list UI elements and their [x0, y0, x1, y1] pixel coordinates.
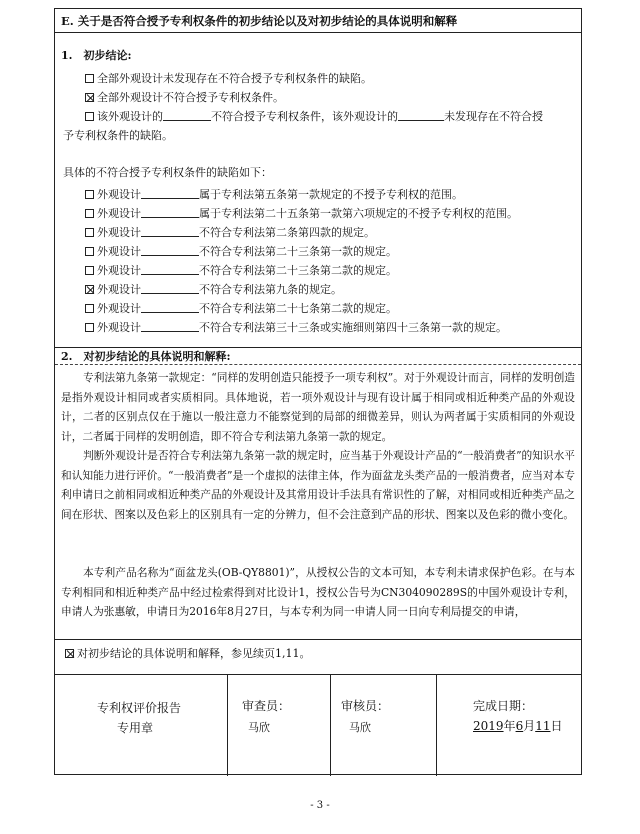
defect-text: 不符合专利法第二十三条第二款的规定。: [199, 264, 397, 277]
checkbox-partial[interactable]: [85, 112, 94, 121]
checkbox-all-defective[interactable]: [85, 93, 94, 102]
date-label: 完成日期：: [473, 699, 534, 713]
dashed-divider: [55, 364, 581, 365]
reviewer-name: 马欣: [349, 721, 371, 734]
date-month-unit: 月: [523, 719, 536, 733]
signature-row: [55, 675, 581, 776]
defect-checkbox[interactable]: [85, 266, 94, 275]
reviewer-label: 审核员：: [341, 699, 390, 713]
report-frame: [54, 8, 582, 775]
seal-line-2: 专用章: [117, 721, 154, 735]
defect-text: 不符合专利法第二十七条第二款的规定。: [199, 302, 397, 315]
defect-text: 属于专利法第二十五条第一款第六项规定的不授予专利权的范围。: [199, 207, 518, 220]
section-header: E. 关于是否符合授予专利权条件的初步结论以及对初步结论的具体说明和解释: [55, 9, 581, 33]
examiner-label: 审查员：: [242, 699, 291, 713]
defect-checkbox[interactable]: [85, 323, 94, 332]
date-day-unit: 日: [550, 719, 563, 733]
blank-field: [141, 321, 199, 332]
defect-item[interactable]: [85, 188, 463, 202]
defect-item[interactable]: [85, 207, 518, 221]
examiner-cell: [228, 675, 331, 776]
defect-prefix: 外观设计: [97, 283, 141, 296]
date-year: 2019: [473, 719, 504, 733]
seal-cell: [55, 675, 228, 776]
blank-field: [141, 207, 199, 218]
examiner-name: 马欣: [248, 721, 270, 734]
seal-line-1: 专利权评价报告: [97, 701, 182, 715]
option-all-defective[interactable]: [85, 91, 284, 105]
defect-text: 不符合专利法第二十三条第一款的规定。: [199, 245, 397, 258]
defect-prefix: 外观设计: [97, 245, 141, 258]
blank-field: [141, 188, 199, 199]
defect-checkbox[interactable]: [85, 285, 94, 294]
explanation-paragraph-2: 判断外观设计是否符合专利法第九条第一款的规定时，应当基于外观设计产品的“一般消费者”的知识水平和认知能力进行评价。“一般消费者”是一个虚拟的法律主体，作为面盆龙头类产品的一般消费者，应当对本专利申请日之前相同或相近种类产品的外观设计及其常用设计手法具有常识性的了解，对相同或相近种类产品之间在形状、图案以及色彩上的区别具有一定的分辨力，但不会注意到产品的形状、图案以及色彩的微小变化。: [61, 449, 575, 521]
defect-text: 不符合专利法第二条第四款的规定。: [199, 226, 375, 239]
option-text: 全部外观设计不符合授予专利权条件。: [97, 91, 284, 104]
divider: [55, 347, 581, 348]
defect-checkbox[interactable]: [85, 304, 94, 313]
partial-text-d: 予专利权条件的缺陷。: [63, 129, 173, 142]
defect-prefix: 外观设计: [97, 207, 141, 220]
partial-text-b: 不符合授予专利权条件，该外观设计的: [211, 110, 398, 123]
blank-field: [141, 245, 199, 256]
defect-prefix: 外观设计: [97, 321, 141, 334]
blank-field: [141, 226, 199, 237]
defect-item[interactable]: [85, 302, 397, 316]
defect-text: 不符合专利法第九条的规定。: [199, 283, 342, 296]
explanation-paragraph-1: 专利法第九条第一款规定：“同样的发明创造只能授予一项专利权”。对于外观设计而言，同样的发明创造是指外观设计相同或者实质相同。具体地说，若一项外观设计与现有设计属于相同或相近种类产品的外观设计，二者的区别点仅在于施以一般注意力不能察觉到的局部的细微差异，则认为两者属于实质相同的外观设计，二者属于同样的发明创造，即不符合专利法第九条第一款的规定。: [61, 371, 575, 443]
defect-item[interactable]: [85, 321, 507, 335]
checkbox-continuation[interactable]: [65, 649, 74, 658]
defect-checkbox[interactable]: [85, 247, 94, 256]
checkbox-none-defective[interactable]: [85, 74, 94, 83]
defect-item[interactable]: [85, 245, 397, 259]
continuation-text: 对初步结论的具体说明和解释，参见续页1,11。: [77, 647, 311, 660]
defect-item[interactable]: [85, 283, 342, 297]
part1-title: 1. 初步结论:: [61, 49, 132, 62]
defect-item[interactable]: [85, 226, 375, 240]
blank-field: [141, 264, 199, 275]
defect-text: 属于专利法第五条第一款规定的不授予专利权的范围。: [199, 188, 463, 201]
defect-checkbox[interactable]: [85, 209, 94, 218]
defect-prefix: 外观设计: [97, 188, 141, 201]
option-text: 全部外观设计未发现存在不符合授予专利权条件的缺陷。: [97, 72, 372, 85]
defect-checkbox[interactable]: [85, 228, 94, 237]
defect-prefix: 外观设计: [97, 302, 141, 315]
reviewer-cell: [331, 675, 437, 776]
blank-field: [163, 110, 211, 121]
option-none-defective[interactable]: [85, 72, 372, 86]
defect-prefix: 外观设计: [97, 264, 141, 277]
part2-title: 2. 对初步结论的具体说明和解释:: [61, 350, 231, 363]
defect-prefix: 外观设计: [97, 226, 141, 239]
date-month: 6: [515, 719, 524, 733]
blank-field: [141, 302, 199, 313]
divider: [55, 639, 581, 640]
page-number: - 3 -: [310, 800, 330, 811]
date-year-unit: 年: [503, 719, 516, 733]
completion-date: [473, 719, 563, 734]
continuation-note[interactable]: [65, 647, 311, 661]
defects-heading: 具体的不符合授予专利权条件的缺陷如下：: [63, 166, 272, 179]
explanation-paragraph-3: 本专利产品名称为“面盆龙头(OB-QY8801)”，从授权公告的文本可知，本专利未请求保护色彩。在与本专利相同和相近种类产品中经过检索得到对比设计1，授权公告号为CN304090289S的中国外观设计专利，申请人为张惠敏，申请日为2016年8月27日，与本专利为同一申请人同一日向专利局提交的申请，: [61, 566, 575, 618]
blank-field: [398, 110, 444, 121]
partial-text-c: 未发现存在不符合授: [444, 110, 543, 123]
blank-field: [141, 283, 199, 294]
option-partial[interactable]: [85, 110, 543, 124]
date-cell: [437, 675, 583, 776]
partial-text-a: 该外观设计的: [97, 110, 163, 123]
defect-item[interactable]: [85, 264, 397, 278]
date-day: 11: [535, 719, 551, 733]
defect-checkbox[interactable]: [85, 190, 94, 199]
defect-text: 不符合专利法第三十三条或实施细则第四十三条第一款的规定。: [199, 321, 507, 334]
